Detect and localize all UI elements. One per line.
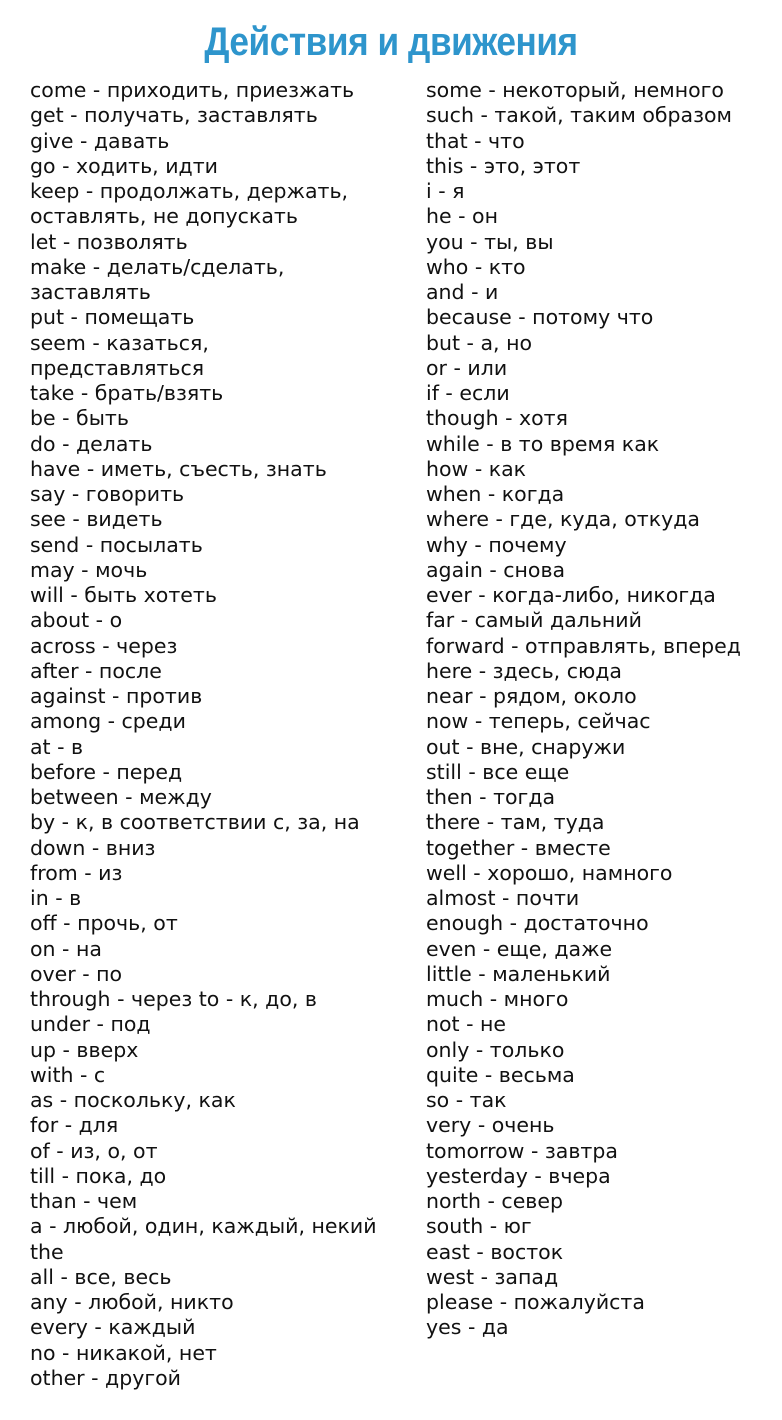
vocabulary-entry: between - между <box>30 785 212 809</box>
vocabulary-entry: keep - продолжать, держать, <box>30 179 349 203</box>
vocabulary-entry: down - вниз <box>30 835 156 860</box>
vocabulary-entry: say - говорить <box>30 482 185 506</box>
vocabulary-entry: some - некоторый, немного <box>426 78 724 102</box>
vocabulary-entry: such - такой, таким образом <box>426 103 733 128</box>
vocabulary-entry: against - против <box>30 684 203 708</box>
vocabulary-entry: west - запад <box>426 1264 559 1289</box>
vocabulary-entry: ever - когда-либо, никогда <box>426 583 716 607</box>
vocabulary-entry: so - так <box>426 1088 507 1112</box>
vocabulary-entry: together - вместе <box>426 835 611 860</box>
vocabulary-entry: now - теперь, сейчас <box>426 709 651 734</box>
vocabulary-entry: this - это, этот <box>426 153 581 178</box>
vocabulary-entry: much - много <box>426 987 569 1011</box>
vocabulary-entry: why - почему <box>426 532 567 557</box>
vocabulary-entry: across - через <box>30 633 178 658</box>
vocabulary-entry: that - что <box>426 128 525 153</box>
vocabulary-entry: among - среди <box>30 709 186 734</box>
vocabulary-entry: there - там, туда <box>426 810 605 835</box>
vocabulary-entry: only - только <box>426 1037 565 1062</box>
vocabulary-entry: on - на <box>30 936 102 961</box>
vocabulary-entry: заставлять <box>30 280 151 304</box>
vocabulary-entry: no - никакой, нет <box>30 1340 217 1365</box>
vocabulary-entry: in - в <box>30 886 82 910</box>
vocabulary-entry: after - после <box>30 658 162 683</box>
word-list-right <box>426 78 778 1341</box>
vocabulary-entry: go - ходить, идти <box>30 153 218 178</box>
vocabulary-entry: up - вверх <box>30 1037 139 1062</box>
vocabulary-entry: even - еще, даже <box>426 936 613 961</box>
vocabulary-entry: let - позволять <box>30 229 188 254</box>
vocabulary-entry: of - из, о, от <box>30 1138 158 1163</box>
vocabulary-entry: seem - казаться, <box>30 330 209 355</box>
vocabulary-entry: or - или <box>426 355 508 380</box>
vocabulary-entry: every - каждый <box>30 1315 196 1340</box>
page-title: Действия и движения <box>204 20 578 64</box>
vocabulary-entry: i - я <box>426 179 465 203</box>
vocabulary-entry: again - снова <box>426 557 566 582</box>
vocabulary-entry: may - мочь <box>30 557 148 582</box>
vocabulary-entry: who - кто <box>426 254 526 279</box>
vocabulary-entry: far - самый дальний <box>426 608 642 633</box>
vocabulary-entry: by - к, в соответствии с, за, на <box>30 810 360 835</box>
vocabulary-entry: have - иметь, съесть, знать <box>30 456 327 481</box>
vocabulary-entry: about - о <box>30 608 123 633</box>
vocabulary-entry: well - хорошо, намного <box>426 860 673 885</box>
vocabulary-entry: for - для <box>30 1113 119 1138</box>
vocabulary-entry: over - по <box>30 961 123 986</box>
vocabulary-entry: very - очень <box>426 1113 555 1138</box>
vocabulary-entry: than - чем <box>30 1189 138 1213</box>
vocabulary-entry: then - тогда <box>426 785 556 809</box>
vocabulary-entry: put - помещать <box>30 305 195 330</box>
vocabulary-entry: off - прочь, от <box>30 911 178 936</box>
vocabulary-entry: north - север <box>426 1189 564 1213</box>
vocabulary-entry: little - маленький <box>426 961 611 986</box>
vocabulary-entry: when - когда <box>426 482 565 506</box>
vocabulary-entry: and - и <box>426 280 499 304</box>
vocabulary-entry: be - быть <box>30 406 129 431</box>
vocabulary-entry: send - посылать <box>30 532 203 557</box>
vocabulary-entry: do - делать <box>30 431 153 456</box>
vocabulary-entry: here - здесь, сюда <box>426 658 622 683</box>
vocabulary-entry: out - вне, снаружи <box>426 734 626 759</box>
vocabulary-entry: under - под <box>30 1012 151 1037</box>
vocabulary-entry: forward - отправлять, вперед <box>426 633 741 658</box>
vocabulary-entry: take - брать/взять <box>30 381 224 405</box>
vocabulary-entry: before - перед <box>30 759 183 784</box>
vocabulary-entry: представляться <box>30 355 205 380</box>
vocabulary-entry: how - как <box>426 456 527 481</box>
vocabulary-entry: the <box>30 1239 64 1264</box>
vocabulary-entry: оставлять, не допускать <box>30 204 298 229</box>
vocabulary-entry: you - ты, вы <box>426 229 554 254</box>
vocabulary-entry: quite - весьма <box>426 1062 575 1087</box>
vocabulary-entry: come - приходить, приезжать <box>30 78 355 102</box>
vocabulary-entry: he - он <box>426 204 498 229</box>
vocabulary-entry: at - в <box>30 734 84 759</box>
vocabulary-entry: other - другой <box>30 1365 181 1390</box>
vocabulary-entry: till - пока, до <box>30 1163 167 1188</box>
vocabulary-entry: south - юг <box>426 1214 532 1239</box>
vocabulary-entry: not - не <box>426 1012 507 1037</box>
vocabulary-entry: any - любой, никто <box>30 1290 234 1314</box>
vocabulary-entry: give - давать <box>30 128 170 153</box>
vocabulary-entry: make - делать/сделать, <box>30 254 285 279</box>
vocabulary-entry: yes - да <box>426 1315 509 1340</box>
vocabulary-entry: all - все, весь <box>30 1264 172 1289</box>
vocabulary-entry: if - если <box>426 381 510 405</box>
vocabulary-entry: see - видеть <box>30 507 163 532</box>
vocabulary-entry: get - получать, заставлять <box>30 103 318 128</box>
vocabulary-entry: though - хотя <box>426 406 568 431</box>
vocabulary-entry: please - пожалуйста <box>426 1290 645 1314</box>
vocabulary-entry: from - из <box>30 860 123 885</box>
vocabulary-entry: enough - достаточно <box>426 911 649 936</box>
vocabulary-entry: tomorrow - завтра <box>426 1138 618 1163</box>
vocabulary-entry: almost - почти <box>426 886 580 910</box>
vocabulary-entry: near - рядом, около <box>426 684 637 708</box>
vocabulary-entry: yesterday - вчера <box>426 1163 611 1188</box>
vocabulary-entry: but - а, но <box>426 330 533 355</box>
vocabulary-entry: still - все еще <box>426 759 570 784</box>
vocabulary-entry: where - где, куда, откуда <box>426 507 700 532</box>
vocabulary-entry: will - быть хотеть <box>30 583 217 607</box>
vocabulary-entry: a - любой, один, каждый, некий <box>30 1214 377 1239</box>
vocabulary-entry: because - потому что <box>426 305 654 330</box>
vocabulary-entry: while - в то время как <box>426 431 660 456</box>
vocabulary-entry: with - с <box>30 1062 106 1087</box>
vocabulary-entry: through - через to - к, до, в <box>30 987 317 1011</box>
word-list-left <box>30 78 402 1391</box>
vocabulary-entry: as - поскольку, как <box>30 1088 236 1112</box>
vocabulary-entry: east - восток <box>426 1239 564 1264</box>
